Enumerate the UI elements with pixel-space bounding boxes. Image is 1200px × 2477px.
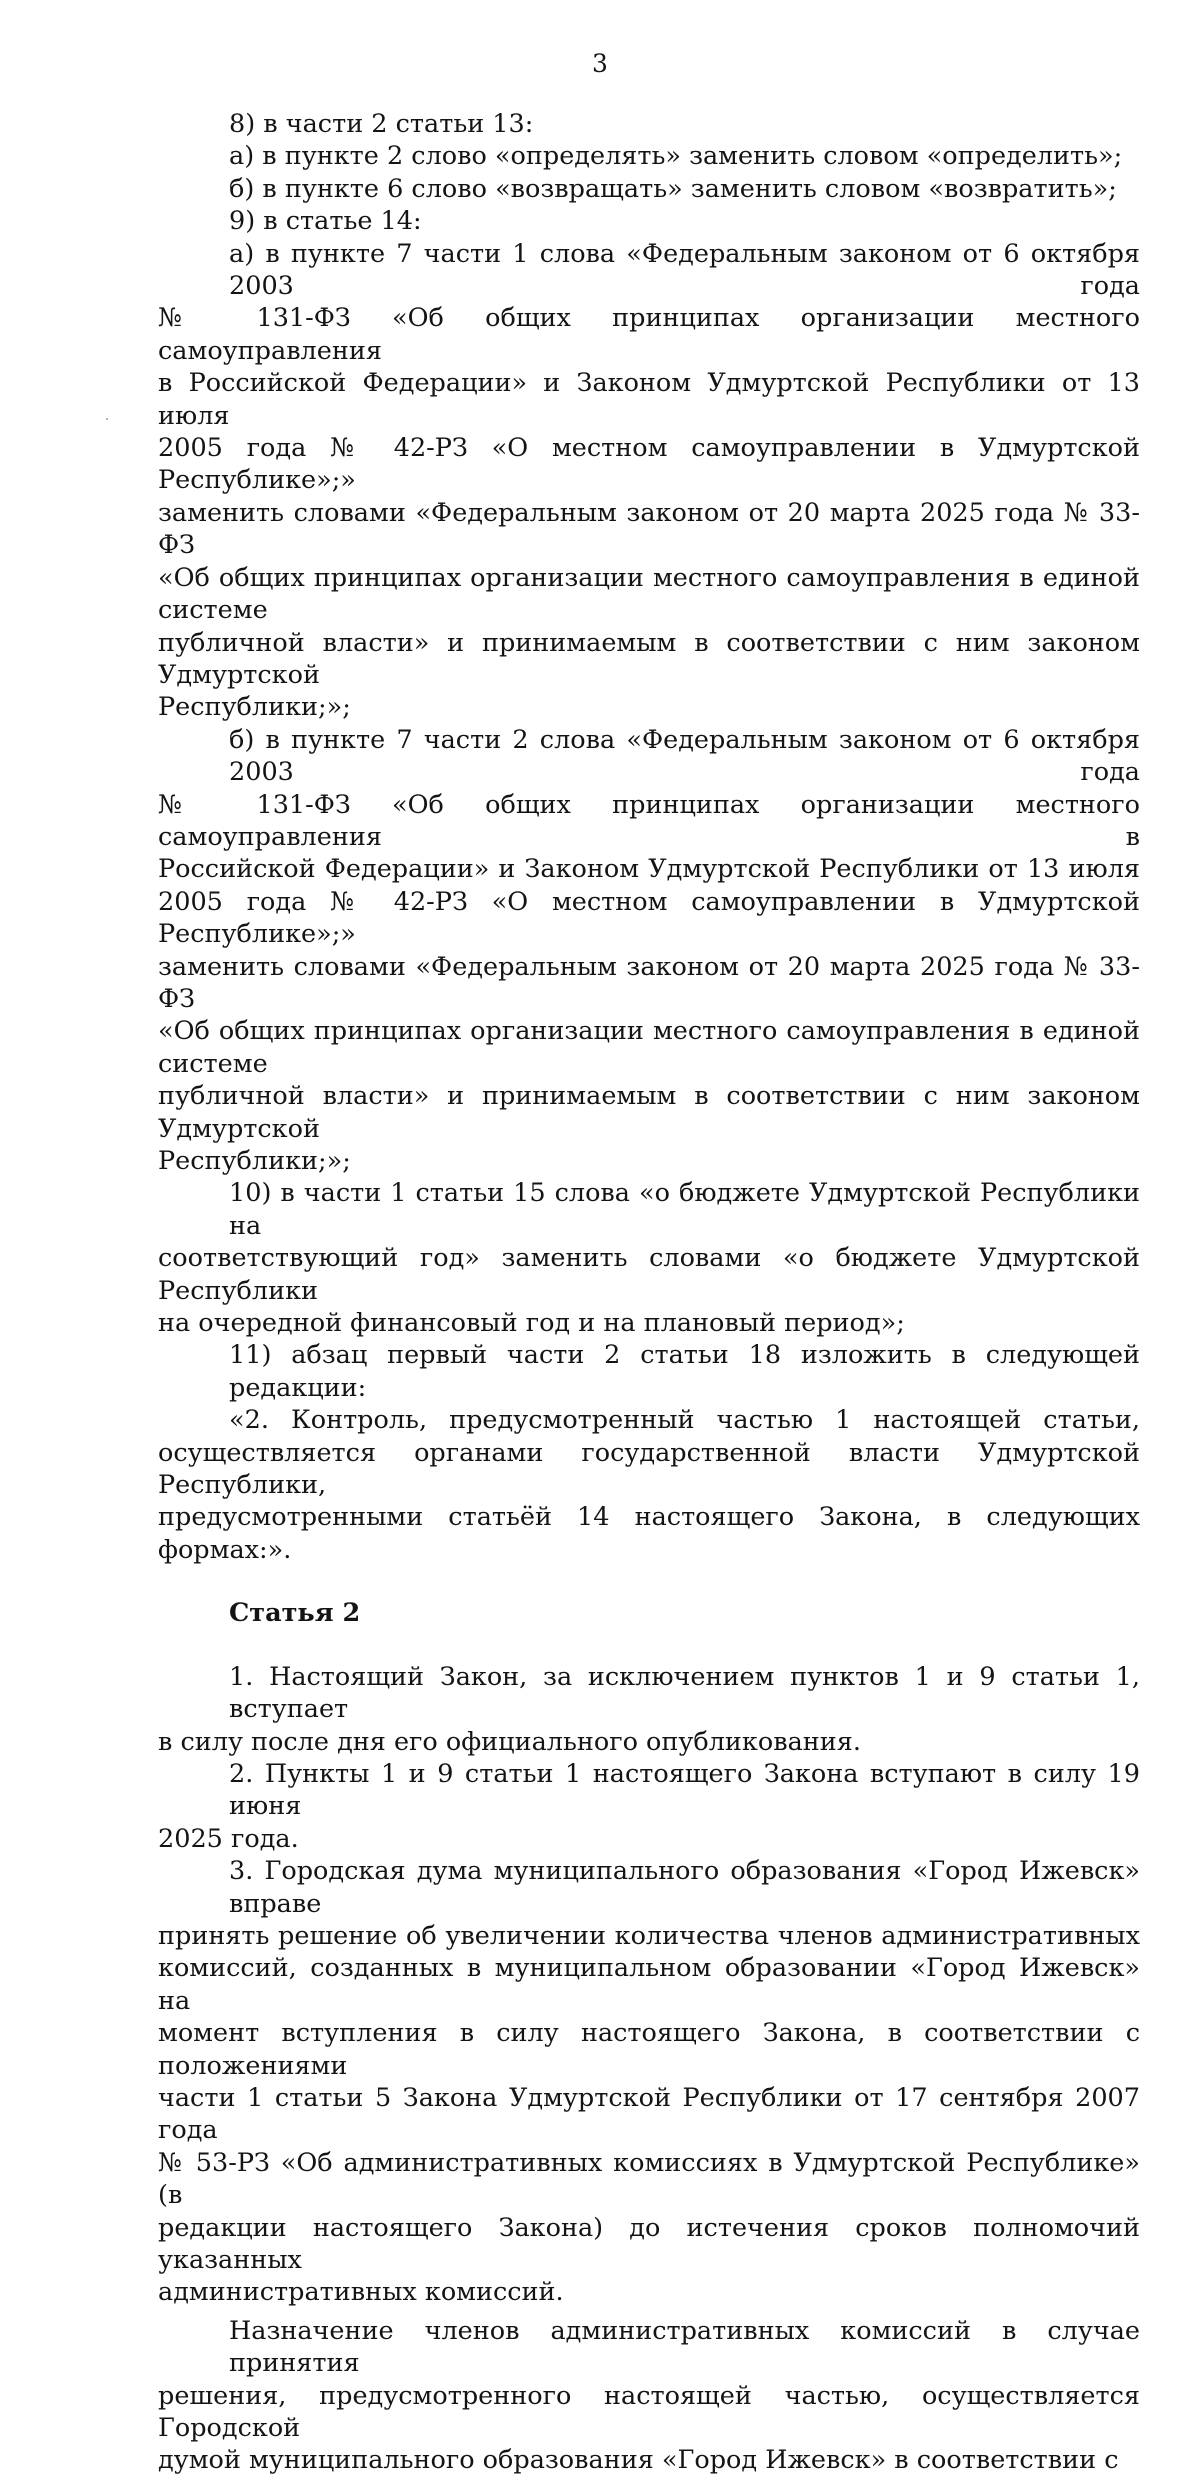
text-line: Республики;»;	[158, 692, 351, 723]
text-line: № 131-ФЗ «Об общих принципах организации местного самоуправления в	[158, 789, 1140, 852]
text-line: момент вступления в силу настоящего Закона, в соответствии с положениями	[158, 2018, 1140, 2081]
text-line: 2005 года № 42-РЗ «О местном самоуправлении в Удмуртской Республике»;»	[158, 886, 1140, 950]
text-line: думой муниципального образования «Город Ижевск» в соответствии с	[158, 2445, 1119, 2476]
paragraph-a2p3	[158, 1855, 1140, 2309]
text-line: Российской Федерации» и Законом Удмуртской Республики от 13 июля	[158, 854, 1140, 885]
text-line: в силу после дня его официального опубликования.	[158, 1726, 861, 1757]
text-line: Назначение членов административных комиссий в случае принятия	[229, 2315, 1140, 2379]
text-line: «2. Контроль, предусмотренный частью 1 настоящей статьи,	[229, 1405, 1140, 1436]
text-line: 3. Городская дума муниципального образования «Город Ижевск» вправе	[229, 1856, 1140, 1919]
text-line: административных комиссий.	[158, 2277, 564, 2308]
text-line: «Об общих принципах организации местного самоуправления в единой системе	[158, 562, 1140, 626]
text-line: 1. Настоящий Закон, за исключением пунктов 1 и 9 статьи 1, вступает	[229, 1661, 1140, 1725]
paragraph-p10	[158, 1177, 1140, 1339]
paragraph-p9b	[158, 724, 1140, 1178]
text-line: в Российской Федерации» и Законом Удмуртской Республики от 13 июля	[158, 368, 1140, 431]
text-line: редакции настоящего Закона) до истечения сроков полномочий указанных	[158, 2212, 1140, 2275]
text-line: 2. Пункты 1 и 9 статьи 1 настоящего Закона вступают в силу 19 июня	[229, 1758, 1140, 1822]
page-number: 3	[592, 49, 608, 78]
article1-amendments	[158, 108, 1140, 1566]
text-line: б) в пункте 7 части 2 слова «Федеральным законом от 6 октября 2003 года	[229, 724, 1140, 788]
text-line: публичной власти» и принимаемым в соответствии с ним законом Удмуртской	[158, 1081, 1140, 1144]
document-body	[158, 108, 1140, 2477]
text-line: осуществляется органами государственной власти Удмуртской Республики,	[158, 1437, 1140, 1501]
paragraph-p9a	[158, 238, 1140, 724]
paragraph-p11q	[158, 1404, 1140, 1566]
text-line: на очередной финансовый год и на плановый период»;	[158, 1308, 905, 1339]
text-line: Республики;»;	[158, 1146, 351, 1176]
text-line: 10) в части 1 статьи 15 слова «о бюджете Удмуртской Республики на	[229, 1178, 1140, 1241]
article2-paragraphs	[158, 1661, 1140, 2477]
text-line: 9) в статье 14:	[229, 206, 422, 237]
paragraph-a2p4	[158, 2315, 1140, 2477]
text-line: б) в пункте 6 слово «возвращать» заменить словом «возвратить»;	[229, 173, 1117, 204]
paragraph-p8	[158, 108, 1140, 140]
text-line: соответствующий год» заменить словами «о бюджете Удмуртской Республики	[158, 1243, 1140, 1306]
text-line: «Об общих принципах организации местного самоуправления в единой системе	[158, 1016, 1140, 1079]
text-line: комиссий, созданных в муниципальном образовании «Город Ижевск» на	[158, 1953, 1140, 2016]
text-line: заменить словами «Федеральным законом от 20 марта 2025 года № 33-ФЗ	[158, 951, 1140, 1014]
text-line: 11) абзац первый части 2 статьи 18 изложить в следующей редакции:	[229, 1340, 1140, 1403]
text-line: принять решение об увеличении количества членов административных	[158, 1920, 1140, 1951]
text-line: 2025 года.	[158, 1823, 299, 1854]
text-line: публичной власти» и принимаемым в соответствии с ним законом Удмуртской	[158, 627, 1140, 690]
text-line: 2005 года № 42-РЗ «О местном самоуправлении в Удмуртской Республике»;»	[158, 433, 1140, 496]
margin-mark	[106, 418, 108, 420]
text-line: а) в пункте 2 слово «определять» заменить словом «определить»;	[229, 141, 1123, 172]
paragraph-p8b	[158, 173, 1140, 205]
text-line: заменить словами «Федеральным законом от 20 марта 2025 года № 33-ФЗ	[158, 497, 1140, 561]
text-line: № 131-ФЗ «Об общих принципах организации местного самоуправления	[158, 303, 1140, 366]
text-line: решения, предусмотренного настоящей частью, осуществляется Городской	[158, 2380, 1140, 2444]
text-line: № 53-РЗ «Об административных комиссиях в Удмуртской Республике» (в	[158, 2147, 1140, 2211]
paragraph-p9	[158, 205, 1140, 237]
paragraph-a2p2	[158, 1758, 1140, 1855]
text-line: 8) в части 2 статьи 13:	[229, 109, 534, 139]
text-line: а) в пункте 7 части 1 слова «Федеральным законом от 6 октября 2003 года	[229, 238, 1140, 302]
text-line: части 1 статьи 5 Закона Удмуртской Республики от 17 сентября 2007 года	[158, 2082, 1140, 2146]
paragraph-p11	[158, 1339, 1140, 1404]
paragraph-p8a	[158, 140, 1140, 172]
article-heading: Статья 2	[229, 1598, 361, 1629]
text-line: предусмотренными статьёй 14 настоящего Закона, в следующих формах:».	[158, 1502, 1140, 1565]
paragraph-a2p1	[158, 1661, 1140, 1758]
